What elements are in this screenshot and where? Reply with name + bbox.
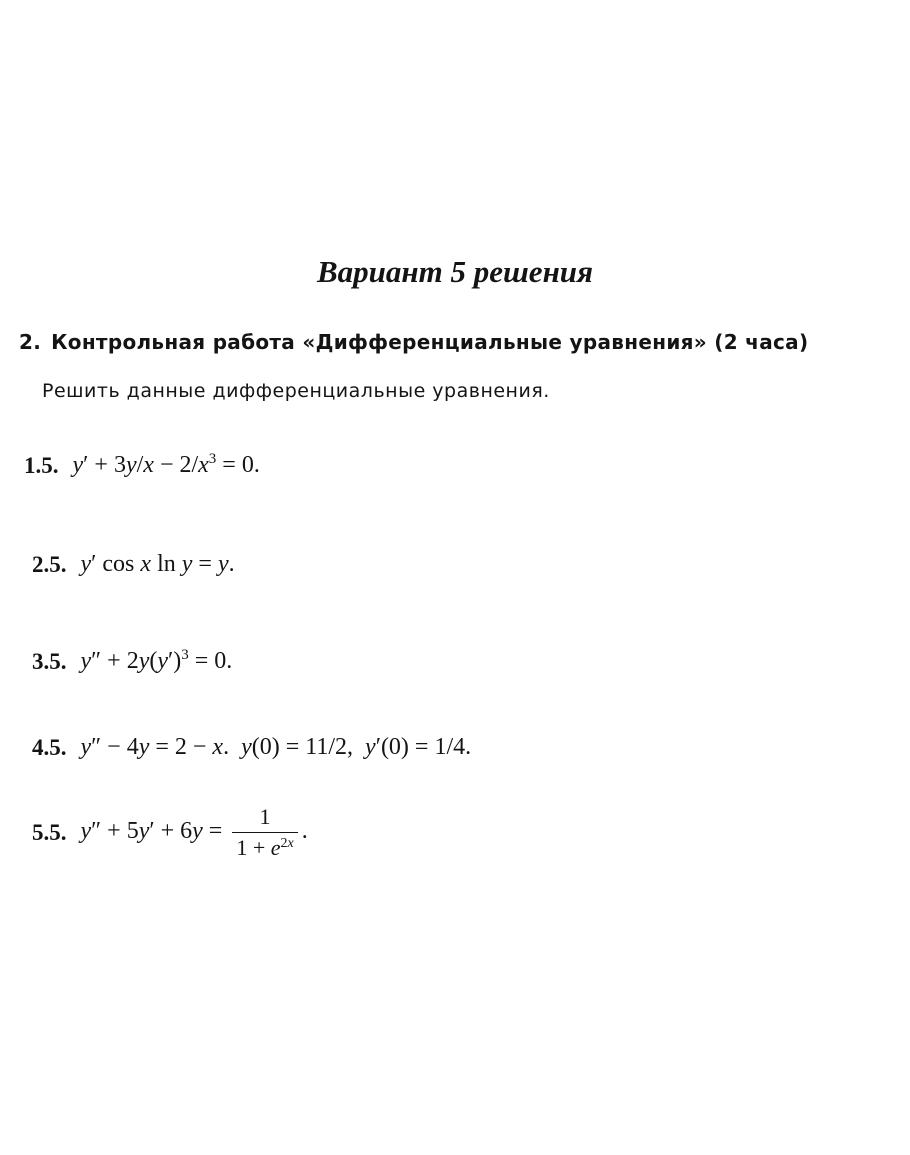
problem-number: 2.5. bbox=[32, 551, 67, 577]
section-number: 2. bbox=[19, 330, 42, 354]
page-title: Вариант 5 решения bbox=[316, 254, 593, 289]
problem-number: 5.5. bbox=[32, 819, 67, 845]
problem-number: 4.5. bbox=[32, 734, 67, 760]
section-heading bbox=[19, 330, 808, 354]
problem-3 bbox=[32, 648, 232, 675]
problem-2 bbox=[32, 551, 235, 578]
problem-4 bbox=[32, 734, 471, 761]
problem-5 bbox=[32, 804, 308, 861]
problem-1 bbox=[24, 452, 260, 479]
fraction: $\frac{1}{1 + e^{2x}}$ bbox=[232, 804, 297, 861]
problem-equation: y″ − 4y = 2 − x. y(0) = 11/2, y′(0) = 1/4. bbox=[80, 734, 472, 760]
problem-number: 1.5. bbox=[24, 452, 59, 478]
problem-equation: y′ cos x ln y = y. bbox=[80, 551, 235, 577]
section-heading-text: Контрольная работа «Дифференциальные уравнения» (2 часа) bbox=[51, 330, 809, 354]
problem-equation: $y' + 3y/x - 2/x^3 = 0$. bbox=[72, 451, 260, 478]
instruction-text: Решить данные дифференциальные уравнения. bbox=[42, 380, 550, 402]
problem-equation: y″ + 5y′ + 6y = $\frac{1}{1 + e^{2x}}$ . bbox=[80, 804, 308, 860]
problem-number: 3.5. bbox=[32, 648, 67, 674]
problem-equation: $y'' + 2y(y')^3 = 0$. bbox=[80, 647, 233, 674]
